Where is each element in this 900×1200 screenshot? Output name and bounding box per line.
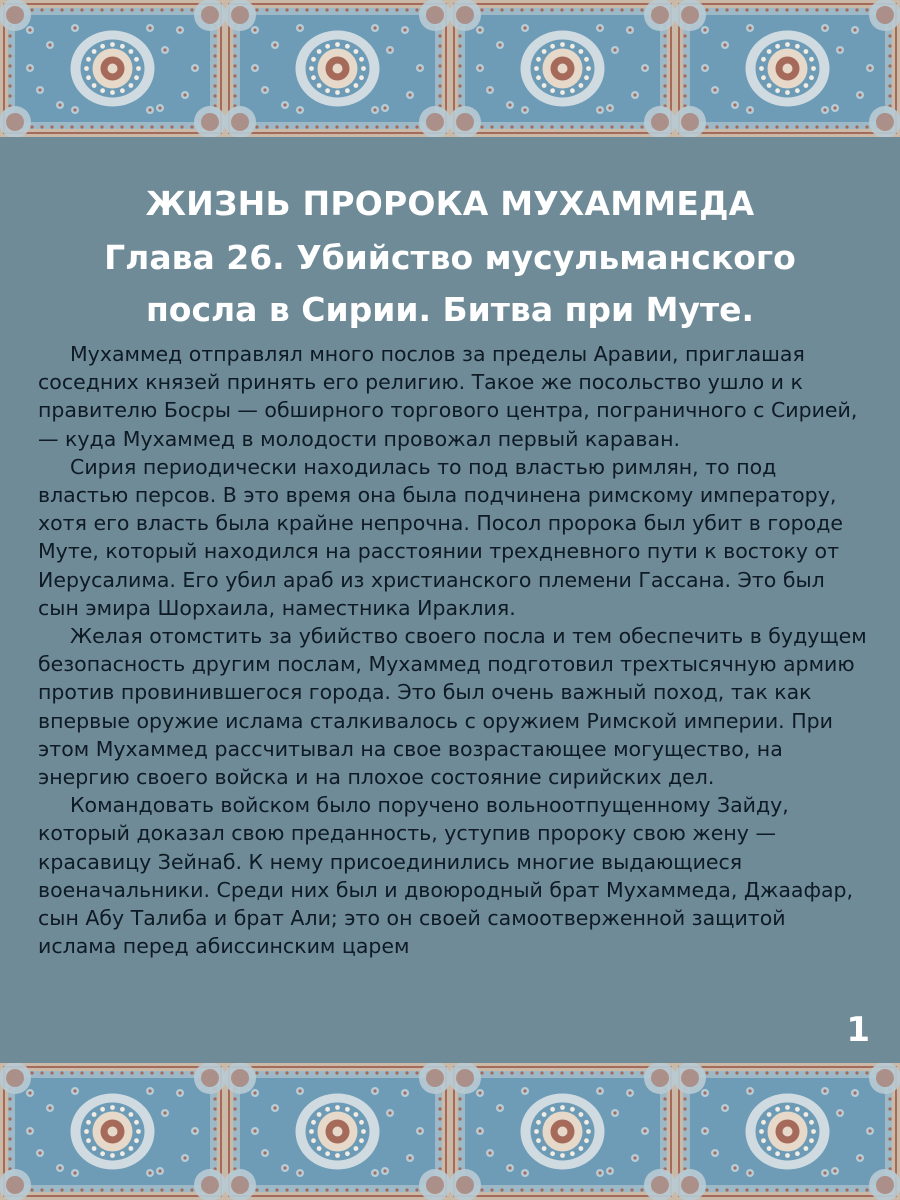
carpet-image [450, 1063, 675, 1200]
carpet-image [0, 0, 225, 137]
paragraph: Желая отомстить за убийство своего посла и тем обеспечить в будущем безопасность другим послам, Мухаммед подготовил трехтысячную армию против провинившегося города. Это был очень важный поход, так как впервые оружие ислама сталкивалось с оружием Римской империи. При этом Мухаммед рассчитывал на свое возрастающее могущество, на энергию своего войска и на плохое состояние сирийских дел. [38, 624, 867, 790]
top-carpet-band [0, 0, 900, 137]
body-text [38, 340, 870, 960]
page-number: 1 [846, 1010, 870, 1050]
paragraph: Сирия периодически находилась то под властью римлян, то под властью персов. В это время она была подчинена римскому императору, хотя его власть была крайне непрочна. Посол пророка был убит в городе Муте, который находился на расстоянии трехдневного пути к востоку от Иерусалима. Его убил араб из христианского племени Гассана. Это был сын эмира Шорхаила, наместника Ираклия. [38, 454, 843, 620]
carpet-image [450, 0, 675, 137]
carpet-image [225, 0, 450, 137]
bottom-carpet-band [0, 1063, 900, 1200]
book-title: ЖИЗНЬ ПРОРОКА МУХАММЕДА [145, 184, 755, 223]
carpet-image [675, 1063, 900, 1200]
chapter-title: Глава 26. Убийство мусульманского посла в Сирии. Битва при Муте. [104, 238, 796, 329]
carpet-image [0, 1063, 225, 1200]
paragraph: Мухаммед отправлял много послов за пределы Аравии, приглашая соседних князей принять его религию. Такое же посольство ушло и к правителю Босры — обширного торгового центра, пограничного с Сирией, — куда Мухаммед в молодости провожал первый караван. [38, 342, 858, 451]
carpet-image [675, 0, 900, 137]
paragraph: Командовать войском было поручено вольноотпущенному Зайду, который доказал свою преданность, уступив пророку свою жену — красавицу Зейнаб. К нему присоединились многие выдающиеся военачальники. Среди них был и двоюродный брат Мухаммеда, Джаафар, сын Абу Талиба и брат Али; это он своей самоотверженной защитой ислама перед абиссинским царем [38, 793, 854, 959]
carpet-image [225, 1063, 450, 1200]
